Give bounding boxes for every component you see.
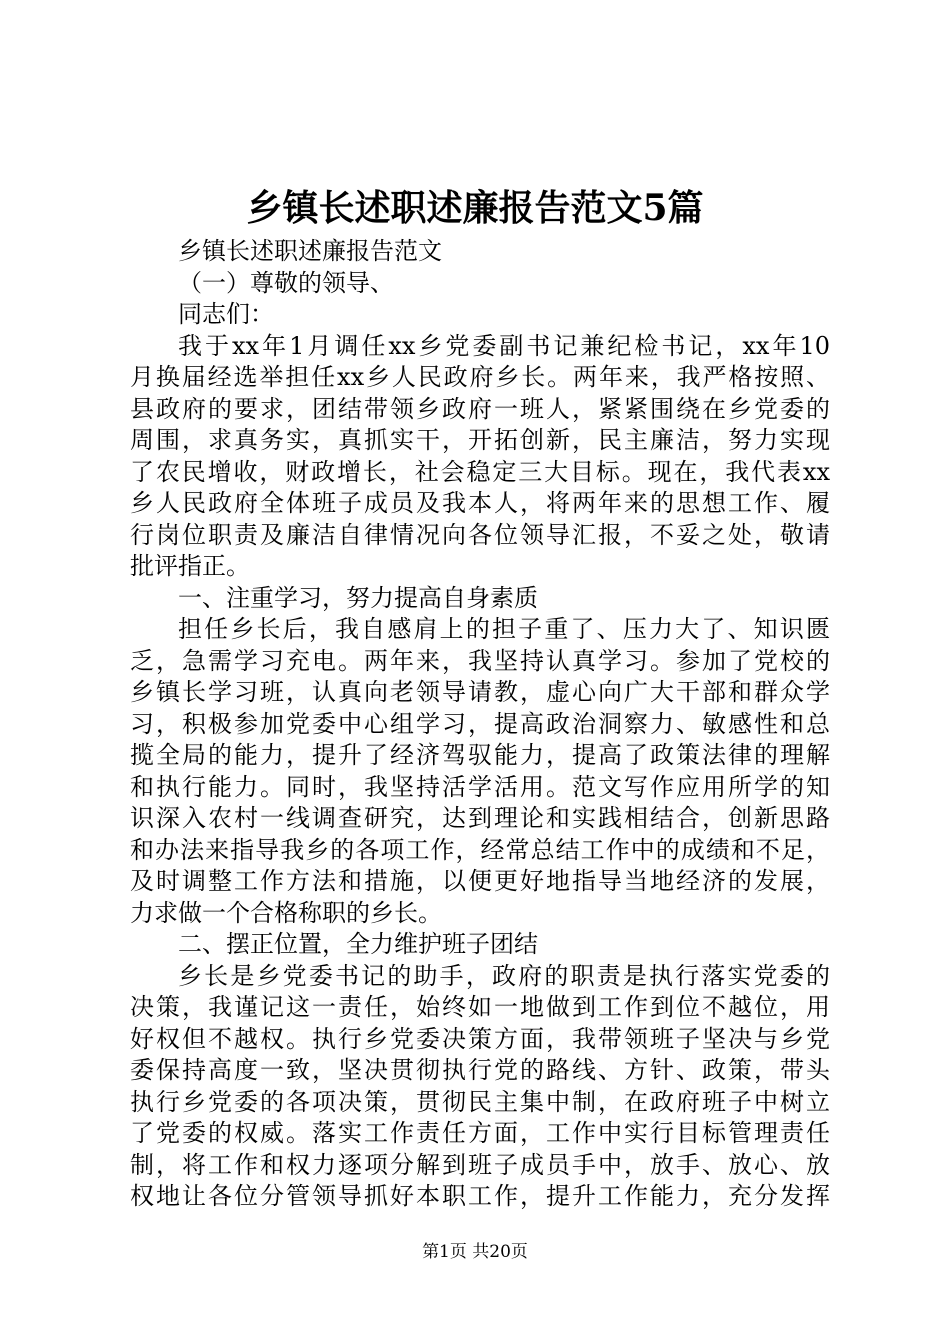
paragraph-line: 乡长是乡党委书记的助手，政府的职责是执行落实党委的 [178, 961, 830, 990]
paragraph-line: 好权但不越权。执行乡党委决策方面，我带领班子坚决与乡党 [130, 1024, 830, 1053]
section-marker-line: （一）尊敬的领导、 [178, 268, 394, 297]
page-footer: 第1页 共20页 [422, 1242, 528, 1262]
paragraph-line: 担任乡长后，我自感肩上的担子重了、压力大了、知识匮 [178, 615, 830, 643]
page-title: 乡镇长述职述廉报告范文5篇 [246, 187, 704, 229]
paragraph-line: 决策，我谨记这一责任，始终如一地做到工作到位不越位，用 [130, 993, 830, 1021]
paragraph-line: 乏，急需学习充电。两年来，我坚持认真学习。参加了党校的 [130, 646, 830, 675]
document-body [130, 236, 830, 1213]
section-heading: 一、注重学习，努力提高自身素质 [178, 583, 538, 612]
paragraph-line: 批评指正。 [130, 552, 250, 580]
paragraph-line: 习，积极参加党委中心组学习，提高政治洞察力、敏感性和总 [130, 709, 830, 738]
paragraph-line: 识深入农村一线调查研究，达到理论和实践相结合，创新思路 [130, 804, 830, 832]
paragraph-line: 执行乡党委的各项决策，贯彻民主集中制，在政府班子中树立 [130, 1087, 830, 1116]
paragraph-line: 我于xx年1月调任xx乡党委副书记兼纪检书记，xx年10 [178, 331, 830, 360]
paragraph-line: 委保持高度一致，坚决贯彻执行党的路线、方针、政策，带头 [130, 1056, 830, 1084]
paragraph-line: 和办法来指导我乡的各项工作，经常总结工作中的成绩和不足， [130, 835, 830, 864]
paragraph-line: 了农民增收，财政增长，社会稳定三大目标。现在，我代表xx [130, 457, 830, 486]
paragraph-line: 及时调整工作方法和措施，以便更好地指导当地经济的发展， [130, 867, 830, 895]
paragraph-line: 行岗位职责及廉洁自律情况向各位领导汇报，不妥之处，敬请 [130, 520, 830, 549]
paragraph-line: 乡镇长学习班，认真向老领导请教，虚心向广大干部和群众学 [130, 678, 830, 706]
subtitle-line: 乡镇长述职述廉报告范文 [178, 237, 442, 265]
paragraph-line: 权地让各位分管领导抓好本职工作，提升工作能力，充分发挥 [130, 1182, 830, 1210]
paragraph-line: 制，将工作和权力逐项分解到班子成员手中，放手、放心、放 [130, 1150, 830, 1179]
paragraph-line: 揽全局的能力，提升了经济驾驭能力，提高了政策法律的理解 [130, 741, 830, 769]
salutation-line: 同志们： [178, 300, 274, 328]
paragraph-line: 乡人民政府全体班子成员及我本人，将两年来的思想工作、履 [130, 489, 830, 517]
paragraph-line: 周围，求真务实，真抓实干，开拓创新，民主廉洁，努力实现 [130, 426, 830, 454]
paragraph-line: 和执行能力。同时，我坚持活学活用。范文写作应用所学的知 [130, 772, 830, 801]
section-heading: 二、摆正位置，全力维护班子团结 [178, 930, 538, 958]
paragraph-line: 县政府的要求，团结带领乡政府一班人，紧紧围绕在乡党委的 [130, 394, 830, 423]
paragraph-line: 月换届经选举担任xx乡人民政府乡长。两年来，我严格按照、 [130, 363, 830, 391]
paragraph-line: 了党委的权威。落实工作责任方面，工作中实行目标管理责任 [130, 1119, 830, 1147]
paragraph-line: 力求做一个合格称职的乡长。 [130, 898, 442, 927]
